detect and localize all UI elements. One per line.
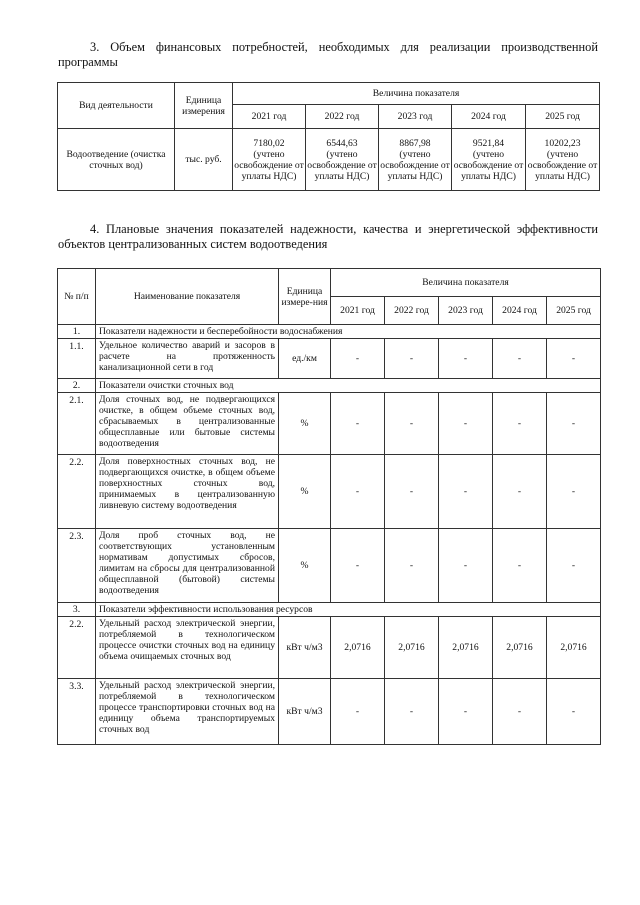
value-note: (учтено освобождение от уплаты НДС) bbox=[380, 148, 450, 182]
section-row bbox=[58, 379, 601, 393]
indicator-value: - bbox=[385, 529, 439, 603]
indicator-name: Удельный расход электрической энергии, потребляемой в технологическом процессе очистки сточных вод на единицу объема очищаемых сточных вод bbox=[96, 617, 279, 679]
indicator-value: - bbox=[331, 679, 385, 745]
indicator-value: - bbox=[493, 679, 547, 745]
indicator-value: 2,0716 bbox=[493, 617, 547, 679]
indicator-value: - bbox=[547, 679, 601, 745]
header-year: 2024 год bbox=[493, 297, 547, 325]
indicator-value: - bbox=[331, 529, 385, 603]
section-row bbox=[58, 603, 601, 617]
indicator-value: - bbox=[439, 455, 493, 529]
header-year: 2025 год bbox=[526, 105, 600, 129]
row-number: 1.1. bbox=[58, 339, 96, 379]
value-amount: 9521,84 bbox=[472, 137, 505, 149]
row-unit: тыс. руб. bbox=[175, 129, 233, 191]
indicator-name: Удельное количество аварий и засоров в расчете на протяженность канализационной сети в год bbox=[96, 339, 279, 379]
indicator-value: - bbox=[547, 529, 601, 603]
indicator-name: Удельный расход электрической энергии, потребляемой в технологическом процессе транспортировки сточных вод на единицу объема транспортируемых сточных вод bbox=[96, 679, 279, 745]
indicator-value: - bbox=[385, 455, 439, 529]
indicator-value: - bbox=[439, 529, 493, 603]
indicator-value: 2,0716 bbox=[331, 617, 385, 679]
indicator-name: Доля поверхностных сточных вод, не подвергающихся очистке, в общем объеме поверхностных сточных вод, принимаемых в централизованную ливневую систему водоотведения bbox=[96, 455, 279, 529]
indicator-name: Доля сточных вод, не подвергающихся очистке, в общем объеме сточных вод, сбрасываемых в централизованные общесплавные или бытовые системы водоотведения bbox=[96, 393, 279, 455]
indicator-value: - bbox=[385, 393, 439, 455]
financial-needs-table bbox=[57, 82, 600, 191]
indicator-name: Доля проб сточных вод, не соответствующих установленным нормативам допустимых сбросов, лимитам на сбросы для централизованной общесплавной (бытовой) системы водоотведения bbox=[96, 529, 279, 603]
indicator-unit: % bbox=[279, 455, 331, 529]
section4-heading: 4. Плановые значения показателей надежности, качества и энергетической эффективности объектов централизованных систем водоотведения bbox=[58, 222, 598, 251]
row-value-cell bbox=[379, 129, 452, 191]
indicator-value: - bbox=[547, 455, 601, 529]
indicator-unit: % bbox=[279, 393, 331, 455]
indicator-value: - bbox=[385, 339, 439, 379]
header-year: 2023 год bbox=[379, 105, 452, 129]
indicator-value: - bbox=[493, 339, 547, 379]
indicator-value: - bbox=[331, 393, 385, 455]
value-amount: 7180,02 bbox=[253, 137, 285, 149]
indicator-value: - bbox=[493, 529, 547, 603]
header-year: 2025 год bbox=[547, 297, 601, 325]
header-year: 2023 год bbox=[439, 297, 493, 325]
row-value-cell bbox=[452, 129, 526, 191]
row-number: 3. bbox=[58, 603, 96, 617]
indicator-unit: % bbox=[279, 529, 331, 603]
value-amount: 8867,98 bbox=[399, 137, 431, 149]
section3-heading: 3. Объем финансовых потребностей, необходимых для реализации производственной программы bbox=[58, 40, 598, 69]
section-title: Показатели надежности и бесперебойности водоснабжения bbox=[96, 325, 601, 339]
header-year: 2024 год bbox=[452, 105, 526, 129]
section-row bbox=[58, 325, 601, 339]
row-value-cell bbox=[306, 129, 379, 191]
header-year: 2022 год bbox=[385, 297, 439, 325]
section-title: Показатели эффективности использования ресурсов bbox=[96, 603, 601, 617]
header-num: № п/п bbox=[58, 269, 96, 325]
indicator-unit: ед./км bbox=[279, 339, 331, 379]
row-number: 1. bbox=[58, 325, 96, 339]
indicators-table bbox=[57, 268, 601, 745]
row-number: 2. bbox=[58, 379, 96, 393]
row-value-cell bbox=[526, 129, 600, 191]
header-value-group: Величина показателя bbox=[233, 83, 600, 105]
table-row bbox=[58, 679, 601, 745]
header-year: 2021 год bbox=[331, 297, 385, 325]
section-title: Показатели очистки сточных вод bbox=[96, 379, 601, 393]
table-row bbox=[58, 393, 601, 455]
header-name: Наименование показателя bbox=[96, 269, 279, 325]
indicator-value: - bbox=[439, 679, 493, 745]
indicator-unit: кВт ч/м3 bbox=[279, 679, 331, 745]
header-activity: Вид деятельности bbox=[58, 83, 175, 129]
header-value-group: Величина показателя bbox=[331, 269, 601, 297]
value-note: (учтено освобождение от уплаты НДС) bbox=[453, 148, 524, 182]
value-note: (учтено освобождение от уплаты НДС) bbox=[234, 148, 304, 182]
indicator-value: - bbox=[547, 339, 601, 379]
row-activity: Водоотведение (очистка сточных вод) bbox=[58, 129, 175, 191]
indicator-unit: кВт ч/м3 bbox=[279, 617, 331, 679]
value-amount: 6544,63 bbox=[326, 137, 358, 149]
header-year: 2021 год bbox=[233, 105, 306, 129]
row-value-cell bbox=[233, 129, 306, 191]
row-number: 3.3. bbox=[58, 679, 96, 745]
indicator-value: 2,0716 bbox=[547, 617, 601, 679]
indicator-value: - bbox=[385, 679, 439, 745]
header-year: 2022 год bbox=[306, 105, 379, 129]
row-number: 2.2. bbox=[58, 455, 96, 529]
header-unit: Единица измерения bbox=[175, 83, 233, 129]
indicator-value: 2,0716 bbox=[385, 617, 439, 679]
indicator-value: 2,0716 bbox=[439, 617, 493, 679]
value-note: (учтено освобождение от уплаты НДС) bbox=[307, 148, 377, 182]
indicator-value: - bbox=[493, 455, 547, 529]
value-amount: 10202,23 bbox=[544, 137, 581, 149]
indicator-value: - bbox=[331, 455, 385, 529]
table-row bbox=[58, 617, 601, 679]
table-row bbox=[58, 455, 601, 529]
row-number: 2.2. bbox=[58, 617, 96, 679]
indicator-value: - bbox=[439, 393, 493, 455]
indicator-value: - bbox=[493, 393, 547, 455]
indicator-value: - bbox=[331, 339, 385, 379]
table-row bbox=[58, 339, 601, 379]
row-number: 2.3. bbox=[58, 529, 96, 603]
table-row bbox=[58, 529, 601, 603]
row-number: 2.1. bbox=[58, 393, 96, 455]
value-note: (учтено освобождение от уплаты НДС) bbox=[527, 148, 598, 182]
indicator-value: - bbox=[547, 393, 601, 455]
header-unit: Единица измере-ния bbox=[279, 269, 331, 325]
indicator-value: - bbox=[439, 339, 493, 379]
